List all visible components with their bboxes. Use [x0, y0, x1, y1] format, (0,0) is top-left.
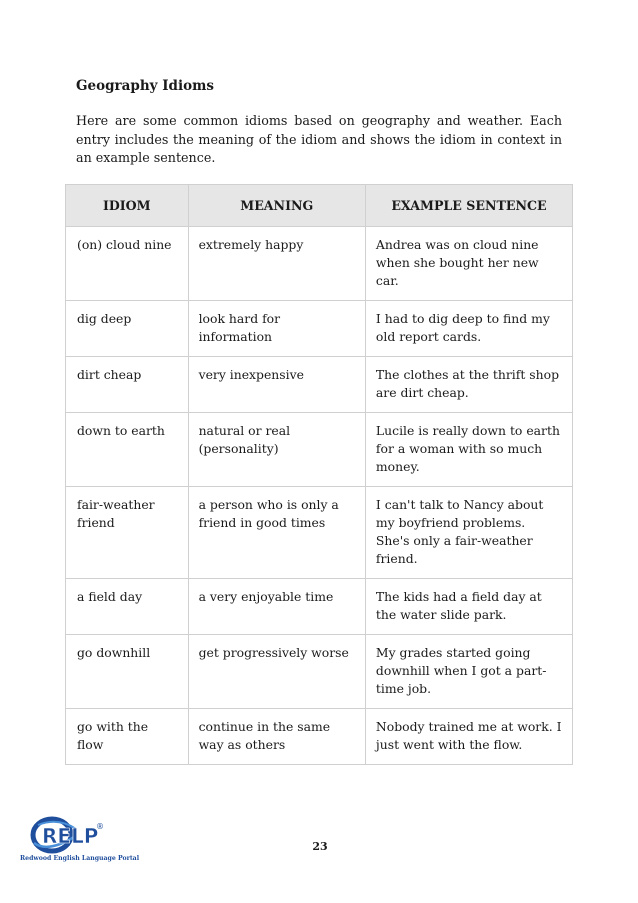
idiom-cell: go with the flow — [66, 709, 189, 765]
section-heading: Geography Idioms — [76, 78, 214, 94]
header-meaning: MEANING — [188, 185, 365, 227]
meaning-cell: a very enjoyable time — [188, 579, 365, 635]
logo-tagline: Redwood English Language Portal — [20, 855, 140, 862]
idiom-cell: down to earth — [66, 413, 189, 487]
idiom-cell: fair-weather friend — [66, 487, 189, 579]
table-row — [66, 487, 573, 579]
example-cell: The clothes at the thrift shop are dirt cheap. — [365, 357, 572, 413]
logo-registered-mark: ® — [96, 822, 104, 831]
table-row — [66, 579, 573, 635]
example-cell: My grades started going downhill when I got a part-time job. — [365, 635, 572, 709]
meaning-cell: look hard for information — [188, 301, 365, 357]
idiom-cell: dig deep — [66, 301, 189, 357]
example-cell: The kids had a field day at the water slide park. — [365, 579, 572, 635]
page-number: 23 — [312, 840, 328, 853]
meaning-cell: continue in the same way as others — [188, 709, 365, 765]
example-cell: Lucile is really down to earth for a woman with so much money. — [365, 413, 572, 487]
table-header-row — [66, 185, 573, 227]
example-cell: I had to dig deep to find my old report cards. — [365, 301, 572, 357]
idiom-cell: go downhill — [66, 635, 189, 709]
idiom-cell: (on) cloud nine — [66, 227, 189, 301]
meaning-cell: very inexpensive — [188, 357, 365, 413]
example-cell: Andrea was on cloud nine when she bought her new car. — [365, 227, 572, 301]
table-row — [66, 301, 573, 357]
logo-wordmark: RELP — [42, 824, 99, 848]
idioms-table — [65, 184, 573, 765]
table-row — [66, 635, 573, 709]
header-example: EXAMPLE SENTENCE — [365, 185, 572, 227]
idiom-cell: a field day — [66, 579, 189, 635]
relp-logo — [18, 813, 148, 873]
table-row — [66, 357, 573, 413]
header-idiom: IDIOM — [66, 185, 189, 227]
meaning-cell: a person who is only a friend in good times — [188, 487, 365, 579]
example-cell: I can't talk to Nancy about my boyfriend problems. She's only a fair-weather friend. — [365, 487, 572, 579]
meaning-cell: natural or real (personality) — [188, 413, 365, 487]
meaning-cell: extremely happy — [188, 227, 365, 301]
table-row — [66, 227, 573, 301]
table-row — [66, 709, 573, 765]
intro-paragraph: Here are some common idioms based on geography and weather. Each entry includes the meaning of the idiom and shows the idiom in context in an example sentence. — [76, 113, 562, 165]
table-row — [66, 413, 573, 487]
idiom-cell: dirt cheap — [66, 357, 189, 413]
meaning-cell: get progressively worse — [188, 635, 365, 709]
example-cell: Nobody trained me at work. I just went with the flow. — [365, 709, 572, 765]
